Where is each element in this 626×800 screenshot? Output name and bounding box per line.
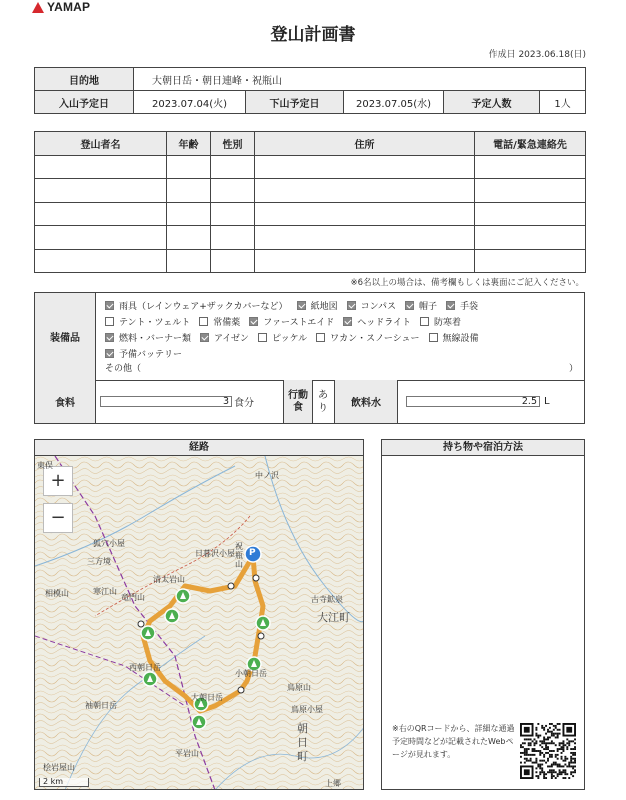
equipment-checkbox[interactable] <box>405 299 437 312</box>
equipment-checkbox[interactable] <box>429 331 479 344</box>
route-map[interactable] <box>35 456 363 790</box>
members-table <box>34 131 586 273</box>
member-gender-cell[interactable] <box>211 249 255 273</box>
member-name-cell[interactable] <box>35 179 167 203</box>
equipment-checkbox[interactable] <box>316 331 419 344</box>
equipment-item-label: アイゼン <box>214 333 249 344</box>
map-label: 寒江山 <box>93 587 117 596</box>
belongings-panel <box>381 439 585 790</box>
equipment-row <box>105 313 578 329</box>
col-name: 登山者名 <box>35 132 167 156</box>
equipment-item-label: ヘッドライト <box>357 317 411 328</box>
equipment-checkbox[interactable] <box>446 299 478 312</box>
map-label: 相模山 <box>45 589 69 598</box>
equipment-item-label: 雨具（レインウェア+ザックカバーなど） <box>119 301 288 312</box>
other-label: その他（ <box>105 364 142 374</box>
unchecked-box-icon[interactable] <box>316 333 325 342</box>
yamap-logo <box>32 0 90 14</box>
equipment-item-label: テント・ツェルト <box>119 317 191 328</box>
map-label: 上郷 <box>325 779 341 788</box>
logo-text: YAMAP <box>47 0 91 14</box>
member-address-cell[interactable] <box>255 179 475 203</box>
equipment-checkbox[interactable] <box>420 315 461 328</box>
qr-note: ※右のQRコードから、詳細な通過予定時間などが記載されたWebページが見れます。 <box>392 724 515 759</box>
map-terrain <box>35 456 363 790</box>
member-address-cell[interactable] <box>255 155 475 179</box>
equipment-item-label: ワカン・スノーシュー <box>330 333 420 344</box>
member-gender-cell[interactable] <box>211 202 255 226</box>
food-label: 食料 <box>35 380 96 423</box>
equipment-row <box>105 345 578 361</box>
equipment-checkbox[interactable] <box>200 331 249 344</box>
map-label: 桧岩屋山 <box>43 763 75 772</box>
qr-code-icon[interactable] <box>520 723 576 779</box>
end-date-label: 下山予定日 <box>246 91 344 114</box>
equipment-item-label: 防寒着 <box>433 317 461 328</box>
route-map-panel <box>34 439 364 790</box>
start-date-value[interactable]: 2023.07.04(火) <box>134 91 246 114</box>
member-age-cell[interactable] <box>167 226 211 250</box>
map-label: 日暮沢小屋 <box>195 549 235 558</box>
map-label: 朝日町 <box>297 722 308 763</box>
equipment-item-label: コンパス <box>360 301 396 312</box>
equipment-checkbox[interactable] <box>347 299 396 312</box>
map-label: 鳥原小屋 <box>291 705 323 714</box>
map-label: 竜門山 <box>121 593 145 602</box>
checked-box-icon[interactable] <box>200 333 209 342</box>
map-label: 平岩山 <box>175 749 199 758</box>
trip-info-table <box>34 67 586 114</box>
equipment-checkbox[interactable] <box>199 315 240 328</box>
food-row <box>34 380 585 424</box>
equipment-checkbox[interactable] <box>105 299 288 312</box>
member-contact-cell[interactable] <box>475 202 586 226</box>
checked-box-icon[interactable] <box>446 301 455 310</box>
member-age-cell[interactable] <box>167 202 211 226</box>
member-gender-cell[interactable] <box>211 155 255 179</box>
food-input[interactable]: 3 <box>100 396 232 407</box>
map-label: 鳥原山 <box>287 683 311 692</box>
start-date-label: 入山予定日 <box>35 91 134 114</box>
member-age-cell[interactable] <box>167 179 211 203</box>
equipment-label: 装備品 <box>35 293 96 380</box>
unchecked-box-icon[interactable] <box>105 317 114 326</box>
route-map-header: 経路 <box>35 440 363 456</box>
member-name-cell[interactable] <box>35 249 167 273</box>
equipment-checkbox[interactable] <box>105 331 191 344</box>
member-row <box>35 179 586 203</box>
col-gender: 性別 <box>211 132 255 156</box>
map-label: 中ノ沢 <box>255 471 279 480</box>
checked-box-icon[interactable] <box>105 301 114 310</box>
destination-label: 目的地 <box>35 68 134 91</box>
member-row <box>35 249 586 273</box>
equipment-list <box>105 297 578 374</box>
equipment-section <box>34 292 585 381</box>
member-contact-cell[interactable] <box>475 155 586 179</box>
equipment-row <box>105 297 578 313</box>
map-label: 小朝日岳 <box>235 669 267 678</box>
equipment-item-label: ピッケル <box>271 333 308 344</box>
equipment-item-label: 常備薬 <box>213 317 241 328</box>
people-label: 予定人数 <box>444 91 540 114</box>
equipment-item-label: 帽子 <box>418 301 437 312</box>
checked-box-icon[interactable] <box>105 333 114 342</box>
equipment-checkbox[interactable] <box>343 315 411 328</box>
unchecked-box-icon[interactable] <box>420 317 429 326</box>
map-label: 大江町 <box>317 611 350 624</box>
equipment-checkbox[interactable] <box>258 331 307 344</box>
map-label: 三方境 <box>87 557 111 566</box>
snack-label-text: 行動食 <box>288 389 308 413</box>
checked-box-icon[interactable] <box>249 317 258 326</box>
member-age-cell[interactable] <box>167 155 211 179</box>
equipment-item-label: 予備バッテリー <box>119 349 183 360</box>
member-address-cell[interactable] <box>255 249 475 273</box>
equipment-checkbox[interactable] <box>249 315 334 328</box>
snack-value[interactable]: あり <box>318 389 328 414</box>
member-row <box>35 226 586 250</box>
destination-value[interactable]: 大朝日岳・朝日連峰・祝瓶山 <box>134 68 586 91</box>
member-gender-cell[interactable] <box>211 226 255 250</box>
equipment-other[interactable] <box>105 361 578 374</box>
parking-icon: P <box>249 548 256 558</box>
member-gender-cell[interactable] <box>211 179 255 203</box>
map-scale: 2 km <box>39 778 89 787</box>
map-label: 東俣 <box>37 461 53 470</box>
map-label: 狐穴小屋 <box>93 539 125 548</box>
member-contact-cell[interactable] <box>475 179 586 203</box>
col-age: 年齢 <box>167 132 211 156</box>
water-label: 飲料水 <box>335 380 398 423</box>
col-contact: 電話/緊急連絡先 <box>475 132 586 156</box>
equipment-row <box>105 329 578 345</box>
member-contact-cell[interactable] <box>475 249 586 273</box>
checked-box-icon[interactable] <box>297 301 306 310</box>
member-name-cell[interactable] <box>35 155 167 179</box>
snack-value-cell <box>313 380 335 423</box>
checked-box-icon[interactable] <box>347 301 356 310</box>
snack-label <box>284 380 313 423</box>
equipment-item-label: 無線設備 <box>442 333 479 344</box>
water-unit: L <box>544 396 550 407</box>
map-label: 古寺鉱泉 <box>311 595 343 604</box>
member-age-cell[interactable] <box>167 249 211 273</box>
zoom-out-button[interactable]: − <box>43 503 73 533</box>
mountain-icon <box>32 2 44 13</box>
member-row <box>35 202 586 226</box>
unchecked-box-icon[interactable] <box>429 333 438 342</box>
checked-box-icon[interactable] <box>343 317 352 326</box>
page-title: 登山計画書 <box>270 25 356 45</box>
member-address-cell[interactable] <box>255 226 475 250</box>
other-close: ） <box>568 364 578 374</box>
unchecked-box-icon[interactable] <box>199 317 208 326</box>
map-label: 袖朝日岳 <box>85 701 117 710</box>
equipment-checkbox[interactable] <box>297 299 338 312</box>
equipment-item-label: 手袋 <box>459 301 478 312</box>
member-address-cell[interactable] <box>255 202 475 226</box>
checked-box-icon[interactable] <box>105 349 114 358</box>
water-cell <box>398 380 584 423</box>
people-value[interactable]: 1人 <box>540 91 586 114</box>
water-input[interactable]: 2.5 <box>406 396 540 407</box>
zoom-in-button[interactable]: + <box>43 466 73 496</box>
equipment-checkbox[interactable] <box>105 315 190 328</box>
equipment-checkbox[interactable] <box>105 347 182 360</box>
belongings-header: 持ち物や宿泊方法 <box>382 440 584 456</box>
member-name-cell[interactable] <box>35 202 167 226</box>
member-row <box>35 155 586 179</box>
equipment-item-label: ファーストエイド <box>263 317 335 328</box>
members-note: ※6名以上の場合は、備考欄もしくは裏面にご記入ください。 <box>350 278 584 288</box>
unchecked-box-icon[interactable] <box>258 333 267 342</box>
checked-box-icon[interactable] <box>405 301 414 310</box>
member-name-cell[interactable] <box>35 226 167 250</box>
equipment-item-label: 紙地図 <box>310 301 338 312</box>
created-date: 作成日 2023.06.18(日) <box>488 50 586 60</box>
map-label: 西朝日岳 <box>129 663 161 672</box>
member-contact-cell[interactable] <box>475 226 586 250</box>
equipment-item-label: 燃料・バーナー類 <box>119 333 192 344</box>
col-address: 住所 <box>255 132 475 156</box>
food-unit: 食分 <box>234 398 254 409</box>
end-date-value[interactable]: 2023.07.05(水) <box>344 91 444 114</box>
map-label: 清太岩山 <box>153 575 185 584</box>
food-cell <box>96 380 284 423</box>
map-label: 大朝日岳 <box>191 693 223 702</box>
map-label: 祝瓶山 <box>235 542 243 569</box>
